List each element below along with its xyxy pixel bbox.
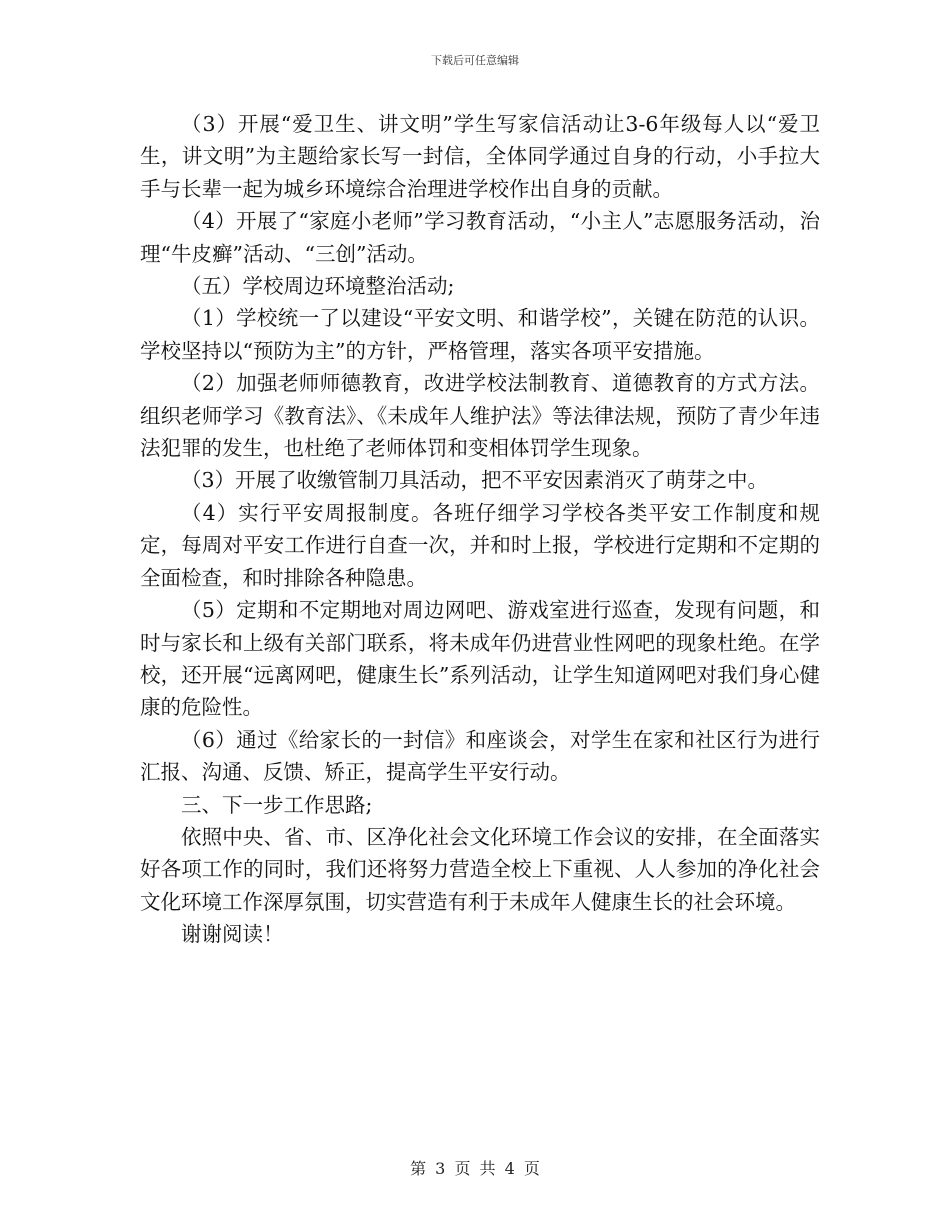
paragraph-activity-3-letter: （3）开展“爱卫生、讲文明”学生写家信活动让3-6年级每人以“爱卫生，讲文明”为主题给家长写一封信，全体同学通过自身的行动，小手拉大手与长辈一起为城乡环境综合治理进学校作出自身的贡献。 xyxy=(140,112,820,201)
closing-thanks: 谢谢阅读！ xyxy=(181,922,284,947)
paragraph-item-1-safety: （1）学校统一了以建设“平安文明、和谐学校”，关键在防范的认识。学校坚持以“预防为主”的方针，严格管理，落实各项平安措施。 xyxy=(140,306,820,363)
paragraph-item-6-letter: （6）通过《给家长的一封信》和座谈会，对学生在家和社区行为进行汇报、沟通、反馈、矫正，提高学生平安行动。 xyxy=(140,727,820,785)
document-body xyxy=(140,108,820,951)
paragraph-item-3-knives: （3）开展了收缴管制刀具活动，把不平安因素消灭了萌芽之中。 xyxy=(181,468,769,493)
paragraph-item-2-ethics: （2）加强老师师德教育，改进学校法制教育、道德教育的方式方法。组织老师学习《教育法》、《未成年人维护法》等法律法规，预防了青少年违法犯罪的发生，也杜绝了老师体罚和变相体罚学生现象。 xyxy=(140,371,820,461)
paragraph-item-5-internet-cafe: （5）定期和不定期地对周边网吧、游戏室进行巡查，发现有问题，和时与家长和上级有关部门联系，将未成年仍进营业性网吧的现象杜绝。在学校，还开展“远离网吧，健康生长”系列活动，让学生知道网吧对我们身心健康的危险性。 xyxy=(140,598,820,720)
paragraph-activity-4-little-teacher: （4）开展了“家庭小老师”学习教育活动，“小主人”志愿服务活动，治理“牛皮癣”活动、“三创”活动。 xyxy=(140,209,820,266)
section-heading-next-steps: 三、下一步工作思路; xyxy=(181,792,373,817)
page-header-note: 下载后可任意编辑 xyxy=(431,54,519,67)
page-number-footer: 第 3 页 共 4 页 xyxy=(410,1159,540,1178)
paragraph-item-4-weekly-report: （4）实行平安周报制度。各班仔细学习学校各类平安工作制度和规定，每周对平安工作进行自查一次，并和时上报，学校进行定期和不定期的全面检查，和时排除各种隐患。 xyxy=(140,500,820,590)
paragraph-next-steps: 依照中央、省、市、区净化社会文化环境工作会议的安排，在全面落实好各项工作的同时，我们还将努力营造全校上下重视、人人参加的净化社会文化环境工作深厚氛围，切实营造有利于未成年人健康生长的社会环境。 xyxy=(140,824,820,914)
section-heading-surroundings: （五）学校周边环境整治活动; xyxy=(181,274,455,299)
